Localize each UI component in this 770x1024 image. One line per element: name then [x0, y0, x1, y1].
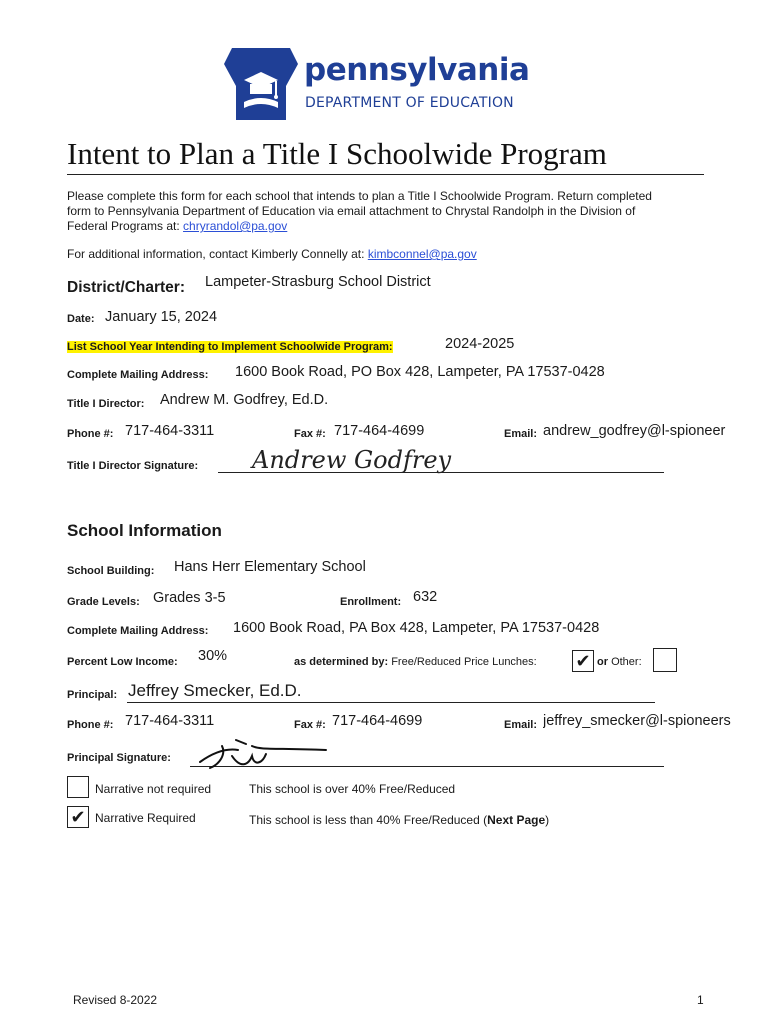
- director-signature: Andrew Godfrey: [252, 446, 452, 474]
- district-label: District/Charter:: [67, 279, 185, 296]
- page-title: Intent to Plan a Title I Schoolwide Program: [67, 136, 607, 171]
- intro-line-3: [67, 219, 287, 233]
- date-label: Date:: [67, 313, 95, 325]
- next-page-text: Next Page: [487, 813, 546, 827]
- director-label: Title I Director:: [67, 398, 145, 410]
- principal-label: Principal:: [67, 689, 118, 701]
- free-reduced-label: Free/Reduced Price Lunches:: [391, 656, 537, 668]
- district-phone-field[interactable]: 717-464-3311: [125, 423, 215, 439]
- other-label: Other:: [611, 656, 642, 668]
- narrative-not-required-label: Narrative not required: [95, 782, 212, 796]
- district-email-field[interactable]: andrew_godfrey@l-spioneer: [543, 423, 726, 439]
- contact-prefix: For additional information, contact Kimberly Connelly at:: [67, 247, 368, 261]
- school-email-field[interactable]: jeffrey_smecker@l-spioneers: [543, 713, 731, 729]
- low-income-field[interactable]: 30%: [198, 648, 228, 664]
- school-year-label: List School Year Intending to Implement Schoolwide Program:: [67, 341, 393, 353]
- check-mark-icon: ✔: [575, 651, 591, 671]
- narrative-required-label: Narrative Required: [95, 811, 196, 825]
- director-field[interactable]: Andrew M. Godfrey, Ed.D.: [160, 392, 329, 408]
- revised-date: Revised 8-2022: [73, 993, 158, 1007]
- other-option: [597, 656, 642, 668]
- school-fax-field[interactable]: 717-464-4699: [332, 713, 423, 729]
- school-fax-label: Fax #:: [294, 719, 326, 731]
- director-signature-label: Title I Director Signature:: [67, 460, 199, 472]
- principal-signature-mark: [196, 738, 336, 774]
- school-email-label: Email:: [504, 719, 538, 731]
- logo-subtitle: DEPARTMENT OF EDUCATION: [305, 95, 514, 111]
- date-field[interactable]: January 15, 2024: [105, 309, 218, 325]
- contact-line: [67, 247, 477, 261]
- determined-by: [294, 656, 537, 668]
- determined-label: as determined by:: [294, 656, 389, 668]
- intro-line-1: Please complete this form for each school that intends to plan a Title I Schoolwide Program. Return completed: [67, 189, 652, 203]
- under-40-note: [249, 813, 549, 827]
- under-40-note-suffix: ): [545, 813, 550, 827]
- grade-levels-label: Grade Levels:: [67, 596, 140, 608]
- district-fax-label: Fax #:: [294, 428, 326, 440]
- other-checkbox[interactable]: [653, 648, 677, 672]
- district-fax-field[interactable]: 717-464-4699: [334, 423, 425, 439]
- check-mark-icon: ✔: [70, 807, 86, 827]
- title-rule: [67, 174, 704, 175]
- principal-field[interactable]: Jeffrey Smecker, Ed.D.: [128, 681, 302, 700]
- school-mailing-field[interactable]: 1600 Book Road, PA Box 428, Lampeter, PA 17537-0428: [233, 620, 600, 636]
- page-number: 1: [697, 993, 704, 1007]
- email-link-connelly[interactable]: kimbconnel@pa.gov: [367, 247, 477, 261]
- district-mailing-field[interactable]: 1600 Book Road, PO Box 428, Lampeter, PA 17537-0428: [235, 364, 605, 380]
- school-year-field[interactable]: 2024-2025: [445, 336, 515, 352]
- over-40-note: This school is over 40% Free/Reduced: [249, 782, 456, 796]
- school-building-field[interactable]: Hans Herr Elementary School: [174, 559, 366, 575]
- low-income-label: Percent Low Income:: [67, 656, 178, 668]
- school-building-label: School Building:: [67, 565, 155, 577]
- or-label: or: [597, 656, 608, 668]
- keystone-icon: [224, 46, 298, 122]
- school-phone-label: Phone #:: [67, 719, 114, 731]
- district-mailing-label: Complete Mailing Address:: [67, 369, 209, 381]
- narrative-not-required-checkbox[interactable]: [67, 776, 89, 798]
- free-reduced-checkbox[interactable]: [572, 650, 594, 672]
- school-phone-field[interactable]: 717-464-3311: [125, 713, 215, 729]
- school-mailing-label: Complete Mailing Address:: [67, 625, 209, 637]
- email-link-randolph[interactable]: chryrandol@pa.gov: [183, 219, 288, 233]
- pde-logo: [224, 46, 530, 122]
- enrollment-label: Enrollment:: [340, 596, 402, 608]
- under-40-note-prefix: This school is less than 40% Free/Reduced (: [249, 813, 488, 827]
- logo-wordmark: pennsylvania: [304, 52, 530, 88]
- narrative-required-checkbox[interactable]: [67, 806, 89, 828]
- district-field[interactable]: Lampeter-Strasburg School District: [205, 274, 431, 290]
- enrollment-field[interactable]: 632: [413, 589, 438, 605]
- intro-line-2: form to Pennsylvania Department of Education via email attachment to Chrystal Randolph in the Division of: [67, 204, 636, 218]
- school-info-heading: School Information: [67, 521, 222, 540]
- principal-signature-label: Principal Signature:: [67, 752, 171, 764]
- district-phone-label: Phone #:: [67, 428, 114, 440]
- principal-line: [127, 702, 655, 703]
- intro-line-3-prefix: Federal Programs at:: [67, 219, 184, 233]
- district-email-label: Email:: [504, 428, 538, 440]
- grade-levels-field[interactable]: Grades 3-5: [153, 590, 226, 606]
